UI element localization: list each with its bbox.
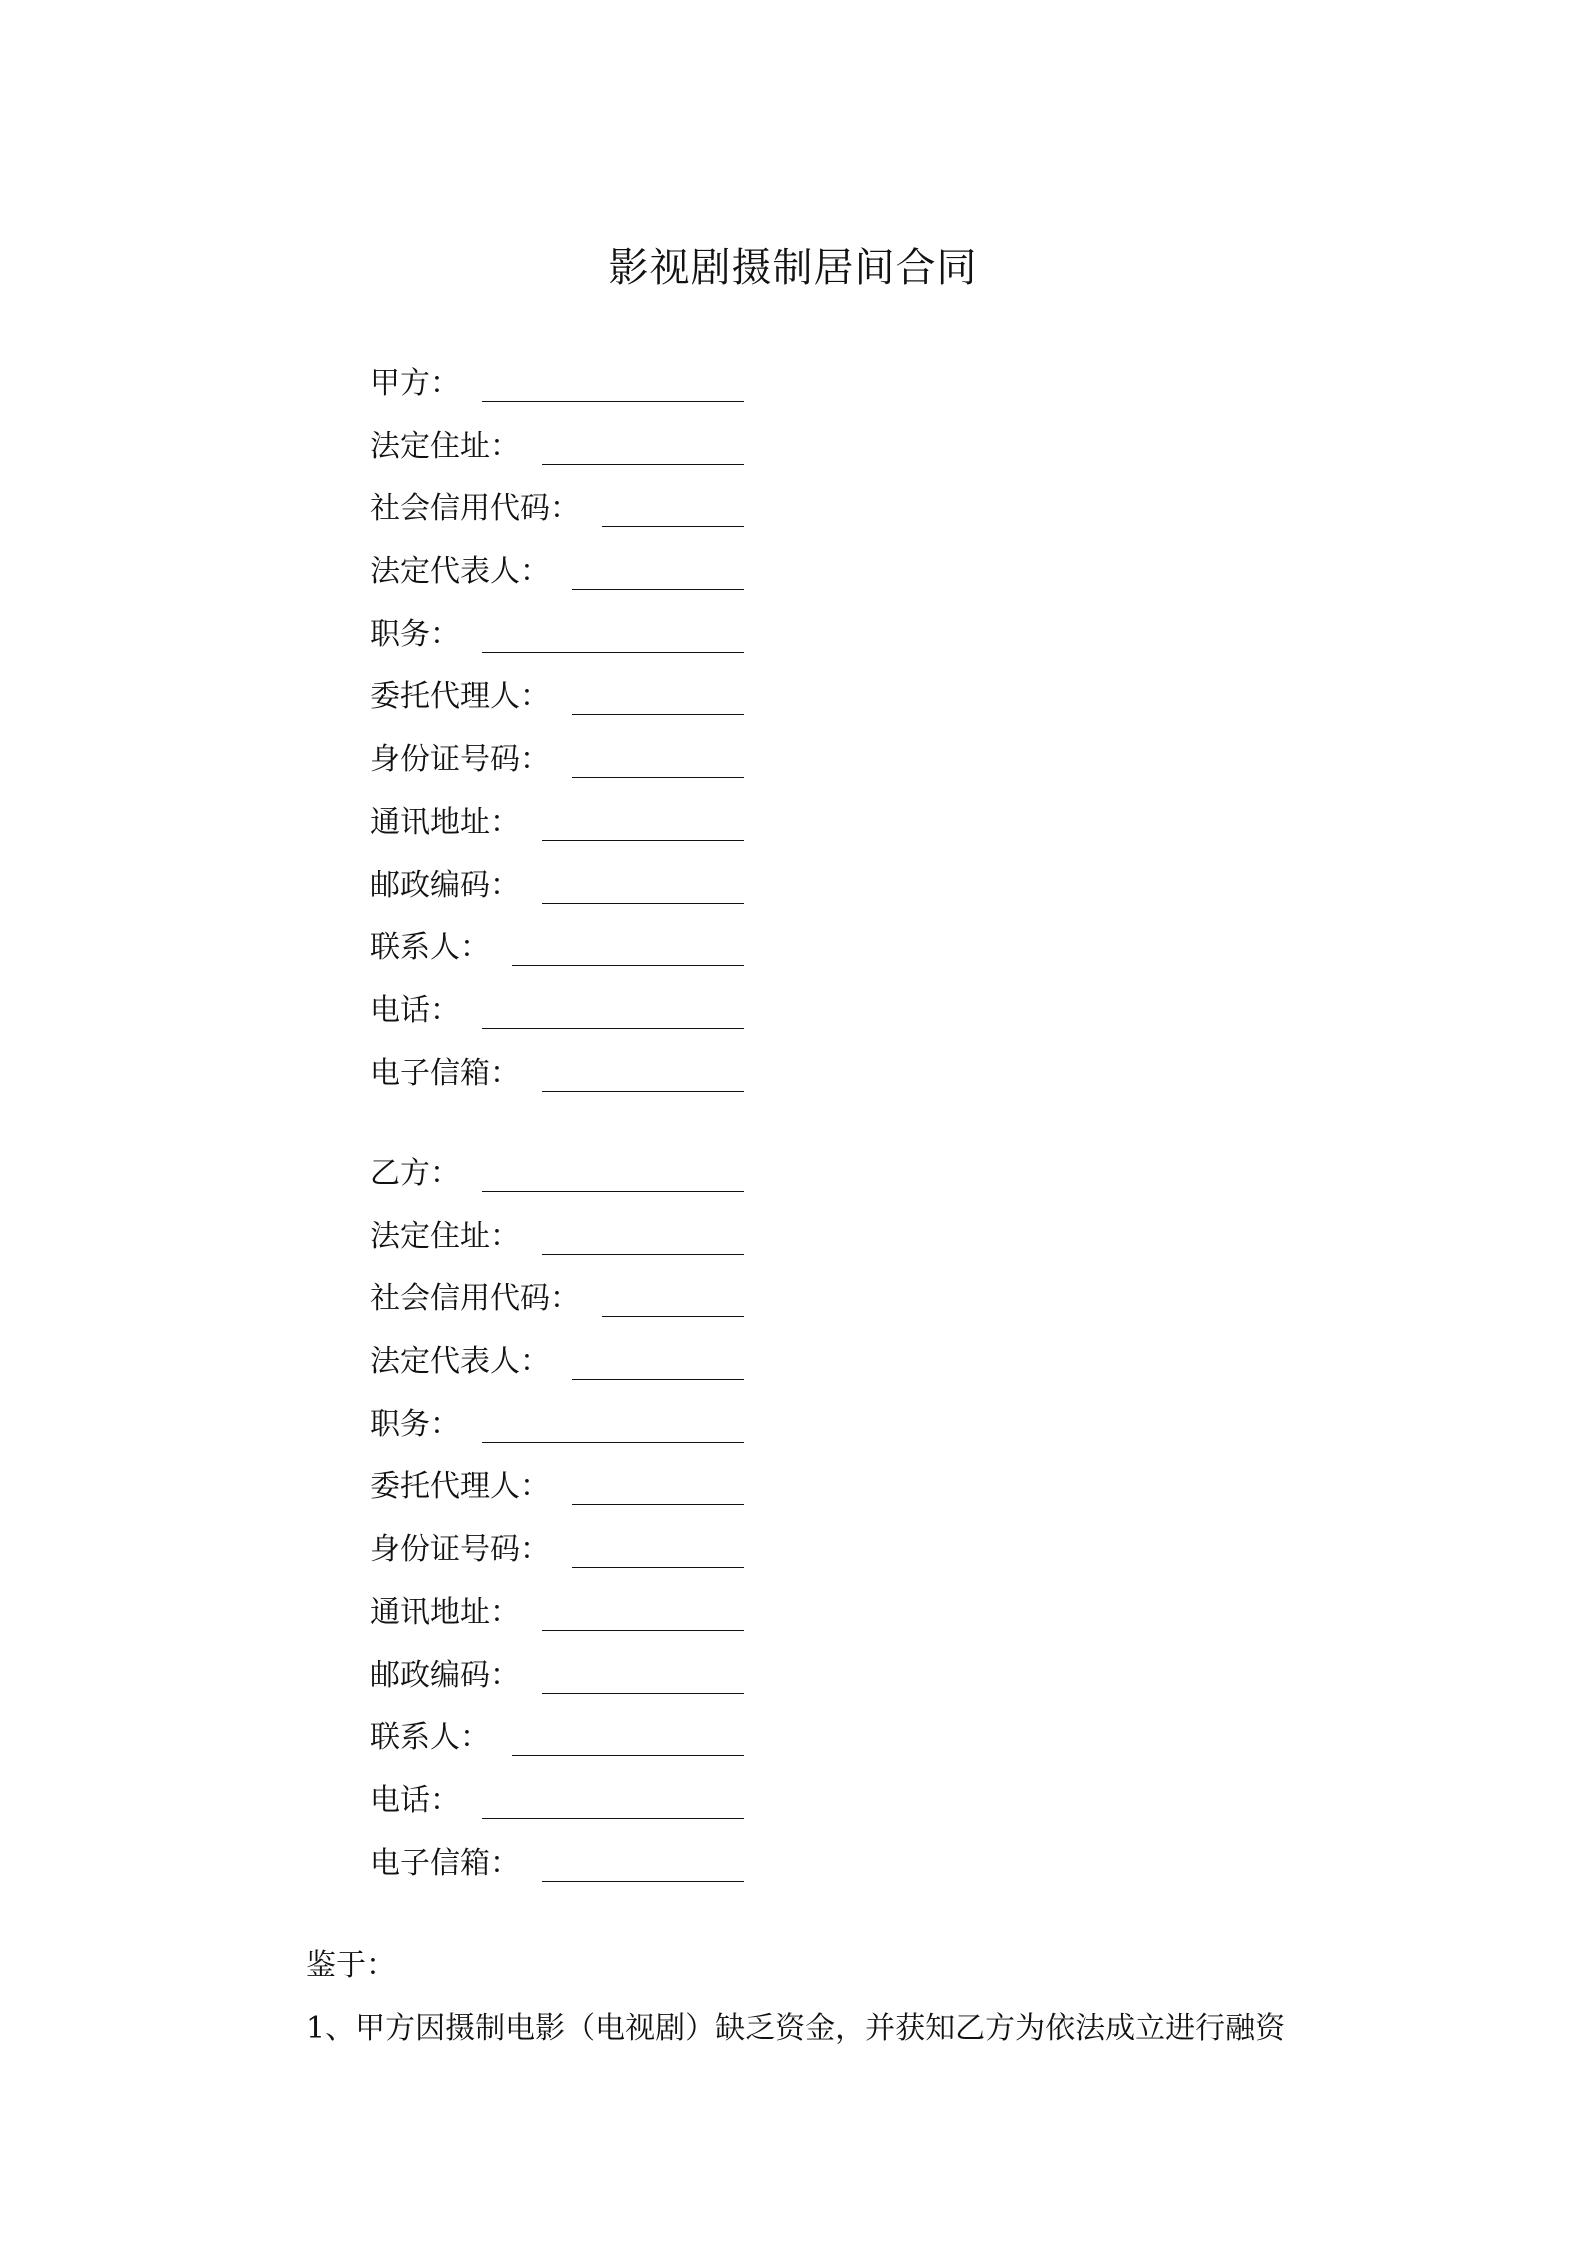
field-blank-line[interactable] [572, 1504, 744, 1505]
form-field [370, 425, 760, 488]
field-blank-line[interactable] [542, 903, 744, 904]
form-field [370, 1716, 760, 1779]
field-label: 职务： [370, 616, 460, 652]
field-blank-line[interactable] [512, 965, 744, 966]
field-label: 电子信箱： [370, 1055, 520, 1091]
field-blank-line[interactable] [572, 714, 744, 715]
form-field [370, 864, 760, 927]
field-blank-line[interactable] [482, 1191, 744, 1192]
field-blank-line[interactable] [482, 1818, 744, 1819]
field-blank-line[interactable] [542, 1254, 744, 1255]
field-label: 乙方： [370, 1156, 460, 1191]
form-field [370, 675, 760, 738]
form-field [370, 926, 760, 989]
field-label: 职务： [370, 1406, 460, 1442]
field-blank-line[interactable] [482, 1442, 744, 1443]
form-field [370, 801, 760, 864]
field-label: 委托代理人： [370, 679, 550, 715]
field-blank-line[interactable] [542, 840, 744, 841]
field-label: 社会信用代码： [370, 491, 580, 527]
field-label: 身份证号码： [370, 742, 550, 778]
field-blank-line[interactable] [542, 1630, 744, 1631]
field-label: 甲方： [370, 366, 460, 401]
field-label: 社会信用代码： [370, 1281, 580, 1317]
field-label: 身份证号码： [370, 1532, 550, 1568]
form-field [370, 1052, 760, 1115]
party-b-section [370, 1152, 760, 1904]
field-blank-line[interactable] [482, 652, 744, 653]
field-blank-line[interactable] [572, 589, 744, 590]
field-blank-line[interactable] [572, 777, 744, 778]
field-label: 通讯地址： [370, 804, 520, 840]
form-field [370, 1215, 760, 1278]
form-field [370, 487, 760, 550]
field-blank-line[interactable] [542, 464, 744, 465]
field-blank-line[interactable] [572, 1567, 744, 1568]
field-blank-line[interactable] [602, 526, 744, 527]
field-blank-line[interactable] [482, 1028, 744, 1029]
form-field [370, 1340, 760, 1403]
field-label: 联系人： [370, 1720, 490, 1756]
field-label: 通讯地址： [370, 1594, 520, 1630]
form-field [370, 1842, 760, 1905]
field-label: 电话： [370, 1782, 460, 1818]
field-label: 法定住址： [370, 1218, 520, 1254]
field-label: 法定代表人： [370, 554, 550, 590]
form-field [370, 550, 760, 613]
form-field [370, 1277, 760, 1340]
party-a-section [370, 362, 760, 1114]
field-blank-line[interactable] [572, 1379, 744, 1380]
field-label: 委托代理人： [370, 1469, 550, 1505]
form-field [370, 362, 760, 425]
field-blank-line[interactable] [512, 1755, 744, 1756]
form-field [370, 1654, 760, 1717]
form-field [370, 1528, 760, 1591]
clause-1: 1、甲方因摄制电影（电视剧）缺乏资金，并获知乙方为依法成立进行融资 [306, 2011, 1286, 2046]
field-label: 电子信箱： [370, 1845, 520, 1881]
field-blank-line[interactable] [482, 401, 744, 402]
whereas-heading: 鉴于： [306, 1948, 396, 1983]
field-blank-line[interactable] [542, 1091, 744, 1092]
form-field [370, 1465, 760, 1528]
field-label: 法定代表人： [370, 1344, 550, 1380]
field-blank-line[interactable] [542, 1693, 744, 1694]
field-label: 法定住址： [370, 428, 520, 464]
field-blank-line[interactable] [602, 1316, 744, 1317]
form-field [370, 989, 760, 1052]
form-field [370, 613, 760, 676]
field-label: 联系人： [370, 930, 490, 966]
form-field [370, 1779, 760, 1842]
form-field [370, 1152, 760, 1215]
form-field [370, 1591, 760, 1654]
field-label: 邮政编码： [370, 1657, 520, 1693]
field-label: 邮政编码： [370, 867, 520, 903]
form-field [370, 1403, 760, 1466]
document-title: 影视剧摄制居间合同 [608, 245, 978, 291]
form-field [370, 738, 760, 801]
field-label: 电话： [370, 992, 460, 1028]
field-blank-line[interactable] [542, 1881, 744, 1882]
